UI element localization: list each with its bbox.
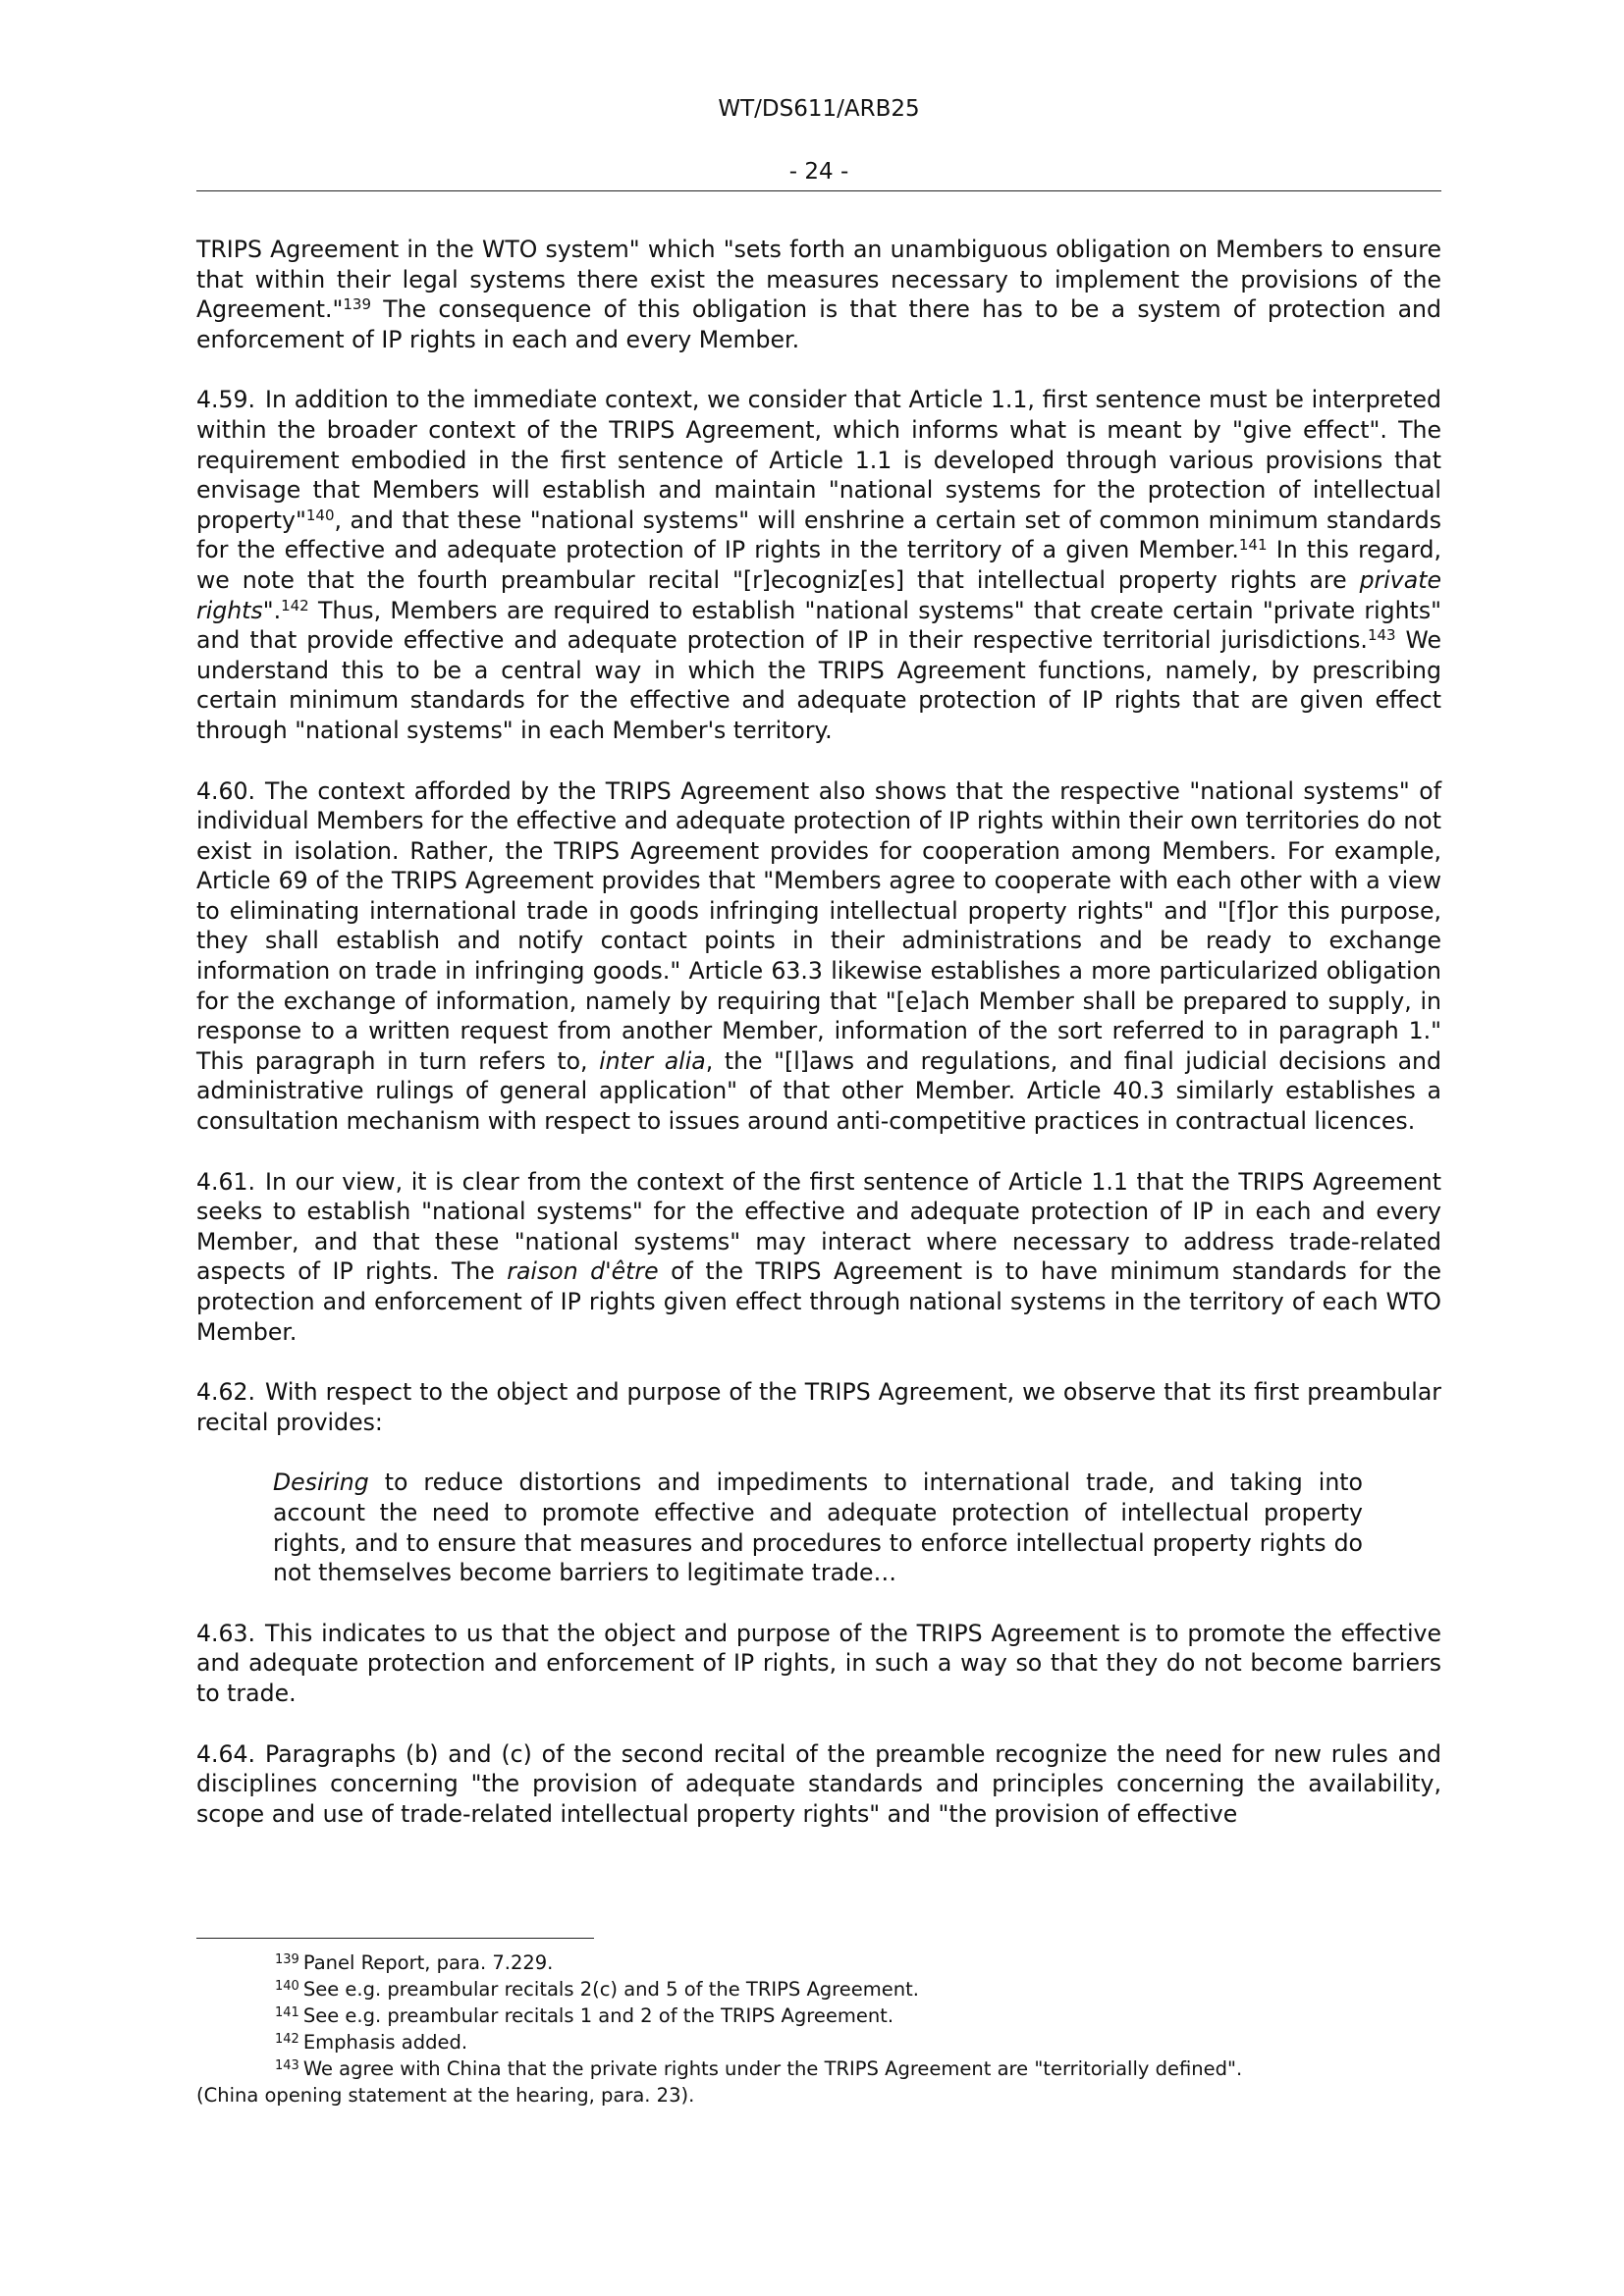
- footnote-text: Panel Report, para. 7.229.: [302, 1951, 554, 1974]
- footnote: [196, 2029, 1441, 2056]
- footnote: [196, 1976, 1441, 2002]
- header-divider: [196, 190, 1441, 191]
- footnote: [196, 1949, 1441, 1976]
- footnote: [196, 2002, 1441, 2029]
- paragraph: [196, 1619, 1441, 1709]
- footnote-text: See e.g. preambular recitals 2(c) and 5 of the TRIPS Agreement.: [302, 1978, 919, 2001]
- footnote-reference: 142: [281, 596, 309, 614]
- footnote-reference: 139: [343, 294, 372, 313]
- footnote-reference: 143: [1367, 625, 1396, 644]
- footnote-text: We agree with China that the private rights under the TRIPS Agreement are "territorially defined".: [302, 2057, 1243, 2080]
- emphasized-text: inter alia: [599, 1046, 706, 1075]
- paragraph-number: 4.63.: [196, 1619, 256, 1647]
- paragraph: [196, 776, 1441, 1137]
- paragraph-number: 4.64.: [196, 1739, 256, 1768]
- text-run: to reduce distortions and impediments to international trade, and taking into account the need to promote effective and adequate protection of intellectual property rights, and to ensure that measures and procedures to enforce intellectual property rights do not themselves become barriers to legitimate trade…: [273, 1468, 1363, 1587]
- footnotes: [196, 1949, 1441, 2109]
- footnote-number: 141: [275, 2004, 299, 2020]
- footnote-continuation: (China opening statement at the hearing, para. 23).: [196, 2084, 695, 2107]
- text-run: In our view, it is clear from the context of the first sentence of Article 1.1 that the TRIPS Agreement seeks to establish "national systems" for the effective and adequate protection of IP in each and every Member, and that these "national systems" may interact where necessary to address trade-related aspects of IP rights. The: [196, 1167, 1441, 1286]
- text-run: We understand this to be a central way in which the TRIPS Agreement functions, namely, by prescribing certain minimum standards for the effective and adequate protection of IP rights that are given effect through "national systems" in each Member's territory.: [196, 626, 1442, 744]
- text-run: In this regard, we note that the fourth preambular recital "[r]ecogniz[es] that intellectual property rights are: [196, 536, 1442, 594]
- document-code: WT/DS611/ARB25: [718, 96, 920, 122]
- paragraph-number: 4.59.: [196, 386, 256, 414]
- footnote-reference: 141: [1238, 536, 1268, 555]
- footnote-number: 139: [275, 1951, 299, 1967]
- footnote-divider: [196, 1938, 594, 1939]
- footnote-number: 140: [275, 1978, 299, 1994]
- footnote-number: 143: [275, 2057, 299, 2073]
- footnote: [196, 2056, 1441, 2082]
- block-quote: [273, 1468, 1363, 1587]
- text-run: , the "[l]aws and regulations, and final judicial decisions and administrative rulings of general application" of that other Member. Article 40.3 similarly establishes a consultation mechanism with respect to issues around anti-competitive practices in contractual licences.: [196, 1046, 1441, 1136]
- paragraph-number: 4.60.: [196, 776, 256, 805]
- text-run: of the TRIPS Agreement is to have minimum standards for the protection and enforcement of IP rights given effect through national systems in the territory of each WTO Member.: [196, 1257, 1441, 1346]
- text-run: With respect to the object and purpose of the TRIPS Agreement, we observe that its first preambular recital provides:: [196, 1378, 1441, 1436]
- emphasized-text: Desiring: [273, 1468, 369, 1497]
- paragraph: [196, 385, 1441, 745]
- text-run: The context afforded by the TRIPS Agreement also shows that the respective "national systems" of individual Members for the effective and adequate protection of IP rights within their own territories do not exist in isolation. Rather, the TRIPS Agreement provides for cooperation among Members. For example, Article 69 of the TRIPS Agreement provides that "Members agree to cooperate with each other with a view to eliminating international trade in goods infringing intellectual property rights" and "[f]or this purpose, they shall establish and notify contact points in their administrations and be ready to exchange information on trade in infringing goods." Article 63.3 likewise establishes a more particularized obligation for the exchange of information, namely by requiring that "[e]ach Member shall be prepared to supply, in response to a written request from another Member, information of the sort referred to in paragraph 1." This paragraph in turn refers to,: [196, 776, 1441, 1075]
- text-run: , and that these "national systems" will enshrine a certain set of common minimum standards for the effective and adequate protection of IP rights in the territory of a given Member.: [196, 506, 1441, 564]
- text-run: Thus, Members are required to establish "national systems" that create certain "private rights" and that provide effective and adequate protection of IP in their respective territorial jurisdictions.: [196, 596, 1441, 655]
- footnote-text: See e.g. preambular recitals 1 and 2 of the TRIPS Agreement.: [302, 2004, 894, 2027]
- text-run: TRIPS Agreement in the WTO system" which "sets forth an unambiguous obligation on Members to ensure that within their legal systems there exist the measures necessary to implement the provisions of the Agreement.": [196, 236, 1441, 324]
- emphasized-text: raison d'être: [507, 1257, 659, 1286]
- text-run: This indicates to us that the object and purpose of the TRIPS Agreement is to promote the effective and adequate protection and enforcement of IP rights, in such a way so that they do not become barriers to trade.: [196, 1619, 1441, 1707]
- text-run: In addition to the immediate context, we consider that Article 1.1, first sentence must be interpreted within the broader context of the TRIPS Agreement, which informs what is meant by "give effect". The requirement embodied in the first sentence of Article 1.1 is developed through various provisions that envisage that Members will establish and maintain "national systems for the protection of intellectual property": [196, 386, 1441, 534]
- text-run: ".: [262, 596, 282, 624]
- footnote-text: Emphasis added.: [302, 2031, 468, 2054]
- paragraph: [196, 1377, 1441, 1437]
- document-body: [196, 235, 1441, 1829]
- paragraph: [196, 1167, 1441, 1348]
- footnote-number: 142: [275, 2031, 299, 2047]
- document-page: [196, 94, 1441, 2254]
- paragraph: [196, 1739, 1441, 1830]
- emphasized-text: private rights: [196, 565, 1441, 624]
- text-run: The consequence of this obligation is that there has to be a system of protection and enforcement of IP rights in each and every Member.: [196, 295, 1441, 353]
- paragraph: [196, 235, 1441, 354]
- page-number: - 24 -: [788, 159, 849, 185]
- text-run: Paragraphs (b) and (c) of the second recital of the preamble recognize the need for new rules and disciplines concerning "the provision of adequate standards and principles concerning the availability, scope and use of trade-related intellectual property rights" and "the provision of effective: [196, 1739, 1441, 1828]
- paragraph-number: 4.61.: [196, 1167, 256, 1196]
- footnote-reference: 140: [305, 506, 335, 524]
- paragraph-number: 4.62.: [196, 1378, 256, 1407]
